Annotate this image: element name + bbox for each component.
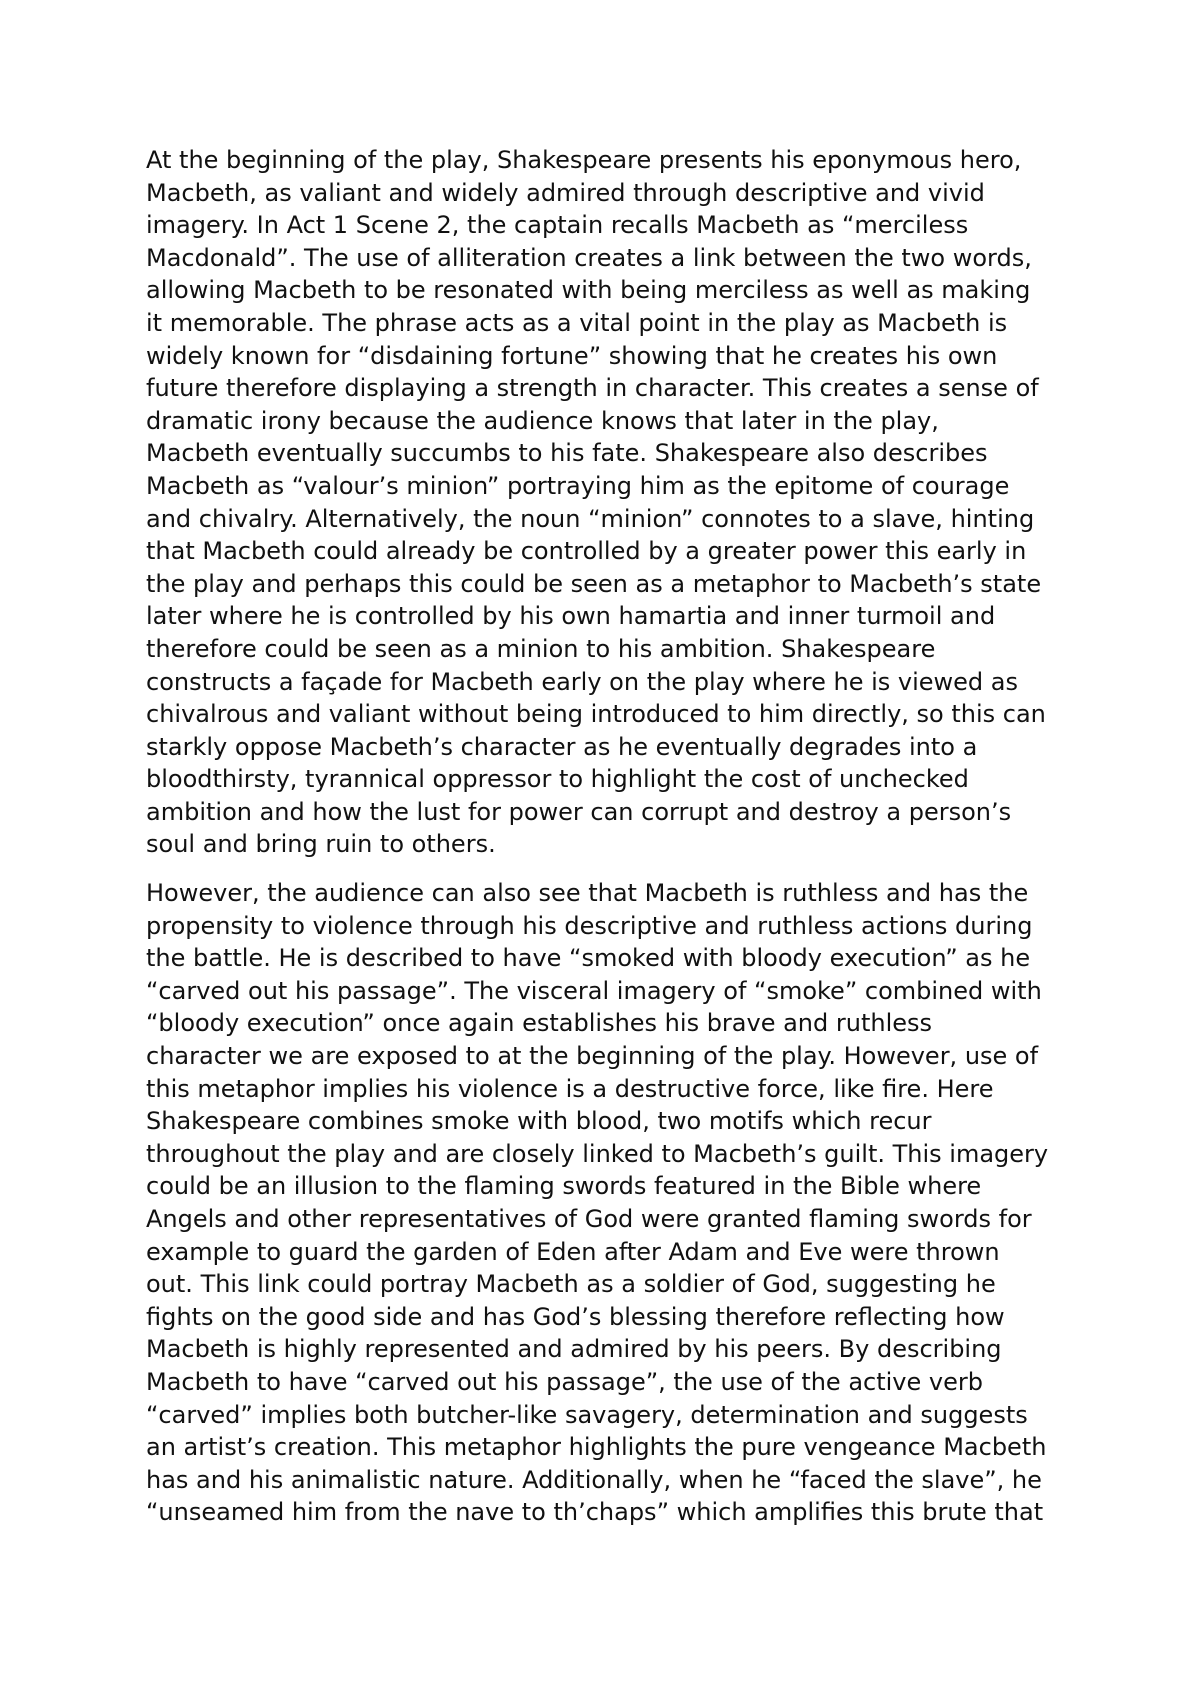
text-line: soul and bring ruin to others. (146, 830, 496, 859)
text-line: At the beginning of the play, Shakespeare presents his eponymous hero, (146, 146, 1022, 174)
text-line: Macbeth as “valour’s minion” portraying him as the epitome of courage (146, 471, 1010, 500)
text-line: “carved” implies both butcher-like savagery, determination and suggests (146, 1400, 1028, 1429)
paragraph-2 (146, 877, 1071, 1529)
text-line: that Macbeth could already be controlled by a greater power this early in (146, 537, 1027, 566)
text-line: Angels and other representatives of God were granted flaming swords for (146, 1205, 1032, 1233)
text-line: character we are exposed to at the beginning of the play. However, use of (146, 1042, 1039, 1071)
text-line: fights on the good side and has God’s blessing therefore reflecting how (146, 1302, 1005, 1331)
text-line: bloodthirsty, tyrannical oppressor to highlight the cost of unchecked (146, 765, 969, 794)
text-line: therefore could be seen as a minion to his ambition. Shakespeare (146, 634, 936, 663)
text-line: later where he is controlled by his own hamartia and inner turmoil and (146, 602, 996, 631)
text-line: and chivalry. Alternatively, the noun “minion” connotes to a slave, hinting (146, 504, 1035, 533)
text-line: constructs a façade for Macbeth early on the play where he is viewed as (146, 667, 1019, 696)
essay-body (146, 144, 1071, 1529)
text-line: the battle. He is described to have “smoked with bloody execution” as he (146, 944, 1031, 973)
text-line: dramatic irony because the audience knows that later in the play, (146, 406, 939, 435)
text-line: example to guard the garden of Eden after Adam and Eve were thrown (146, 1237, 1000, 1266)
text-line: has and his animalistic nature. Additionally, when he “faced the slave”, he (146, 1465, 1042, 1494)
text-line: “bloody execution” once again establishes his brave and ruthless (146, 1009, 933, 1038)
text-line: the play and perhaps this could be seen as a metaphor to Macbeth’s state (146, 569, 1042, 598)
text-line: imagery. In Act 1 Scene 2, the captain recalls Macbeth as “merciless (146, 211, 969, 240)
text-line: starkly oppose Macbeth’s character as he eventually degrades into a (146, 732, 978, 761)
paragraph-1 (146, 144, 1071, 861)
text-line: it memorable. The phrase acts as a vital point in the play as Macbeth is (146, 308, 1008, 337)
text-line: “carved out his passage”. The visceral imagery of “smoke” combined with (146, 976, 1042, 1005)
text-line: Macbeth, as valiant and widely admired through descriptive and vivid (146, 178, 985, 207)
text-line: widely known for “disdaining fortune” showing that he creates his own (146, 341, 998, 370)
text-line: an artist’s creation. This metaphor highlights the pure vengeance Macbeth (146, 1433, 1047, 1462)
text-line: out. This link could portray Macbeth as a soldier of God, suggesting he (146, 1270, 996, 1299)
text-line: propensity to violence through his descriptive and ruthless actions during (146, 911, 1033, 940)
text-line: allowing Macbeth to be resonated with being merciless as well as making (146, 276, 1031, 305)
text-line: chivalrous and valiant without being introduced to him directly, so this can (146, 700, 1046, 729)
text-line: ambition and how the lust for power can corrupt and destroy a person’s (146, 797, 1012, 826)
text-line: Macbeth to have “carved out his passage”, the use of the active verb (146, 1367, 983, 1396)
text-line: Macbeth is highly represented and admired by his peers. By describing (146, 1335, 1002, 1364)
paragraph-spacer (146, 861, 1071, 877)
text-line: this metaphor implies his violence is a destructive force, like fire. Here (146, 1074, 994, 1103)
text-line: could be an illusion to the flaming swords featured in the Bible where (146, 1172, 982, 1201)
text-line: Macbeth eventually succumbs to his fate. Shakespeare also describes (146, 439, 988, 468)
text-line: “unseamed him from the nave to th’chaps” which amplifies this brute that (146, 1498, 1044, 1527)
text-line: Macdonald”. The use of alliteration creates a link between the two words, (146, 243, 1032, 272)
text-line: future therefore displaying a strength in character. This creates a sense of (146, 374, 1039, 403)
text-line: However, the audience can also see that Macbeth is ruthless and has the (146, 879, 1029, 908)
text-line: Shakespeare combines smoke with blood, two motifs which recur (146, 1107, 932, 1136)
text-line: throughout the play and are closely linked to Macbeth’s guilt. This imagery (146, 1139, 1049, 1168)
